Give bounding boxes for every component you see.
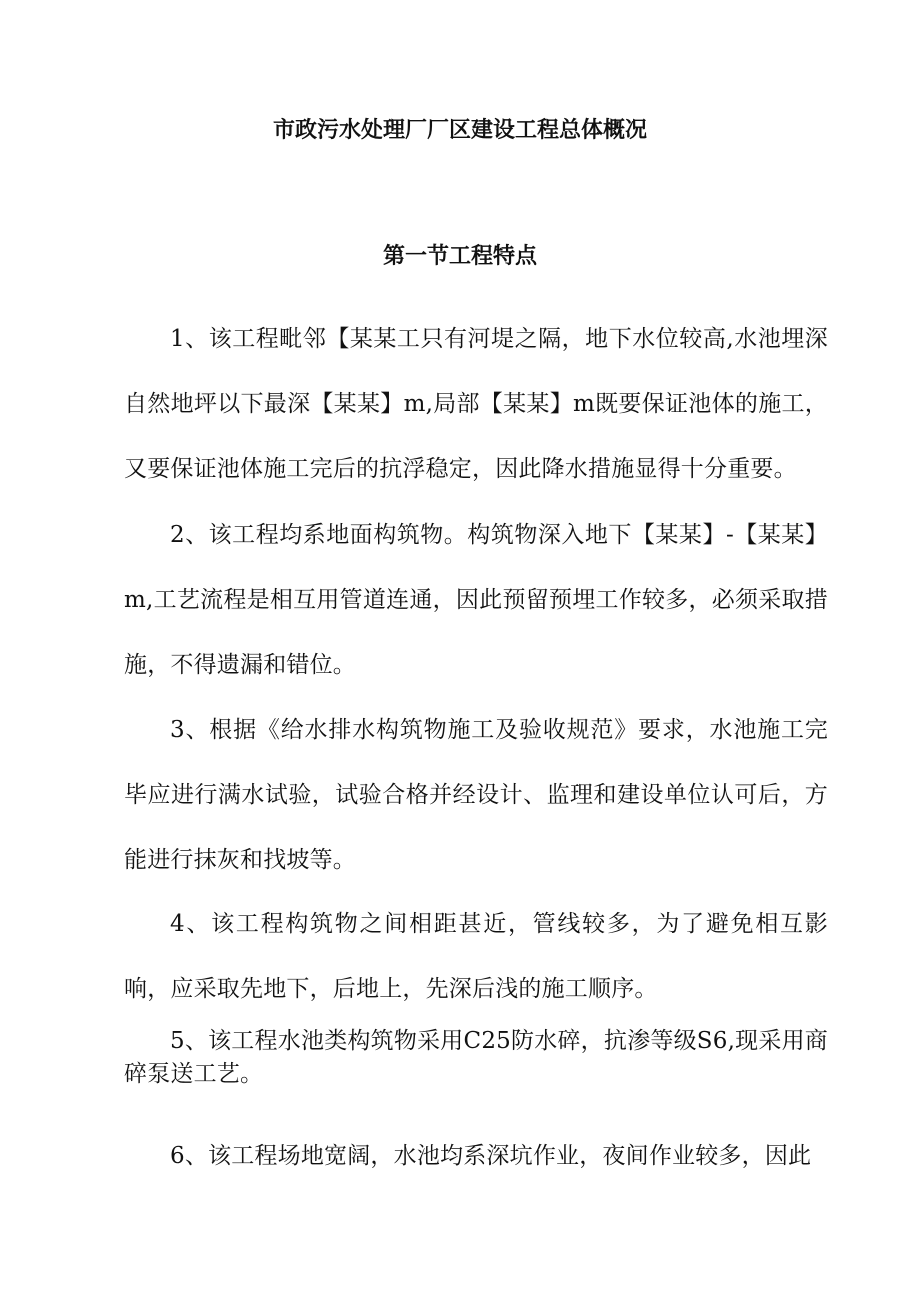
paragraph-2: 2、该工程均系地面构筑物。构筑物深入地下【某某】-【某某】m,工艺流程是相互用管道连通，因此预留预埋工作较多，必须采取措施，不得遗漏和错位。 <box>124 522 828 678</box>
paragraph-4: 4、该工程构筑物之间相距甚近，管线较多，为了避免相互影响，应采取先地下，后地上，先深后浅的施工顺序。 <box>124 911 828 1002</box>
section-title: 第一节工程特点 <box>382 244 537 269</box>
paragraph-1: 1、该工程毗邻【某某工只有河堤之隔，地下水位较高,水池埋深自然地坪以下最深【某某】m,局部【某某】m既要保证池体的施工，又要保证池体施工完后的抗浮稳定，因此降水措施显得十分重要。 <box>124 326 828 482</box>
paragraph-6: 6、该工程场地宽阔，水池均系深坑作业，夜间作业较多，因此 <box>170 1143 812 1169</box>
paragraph-3: 3、根据《给水排水构筑物施工及验收规范》要求，水池施工完毕应进行满水试验，试验合格并经设计、监理和建设单位认可后，方能进行抹灰和找坡等。 <box>124 717 828 873</box>
paragraph-5: 5、该工程水池类构筑物采用C25防水碎，抗渗等级S6,现采用商碎泵送工艺。 <box>124 1028 828 1087</box>
document-title: 市政污水处理厂厂区建设工程总体概况 <box>272 118 647 143</box>
